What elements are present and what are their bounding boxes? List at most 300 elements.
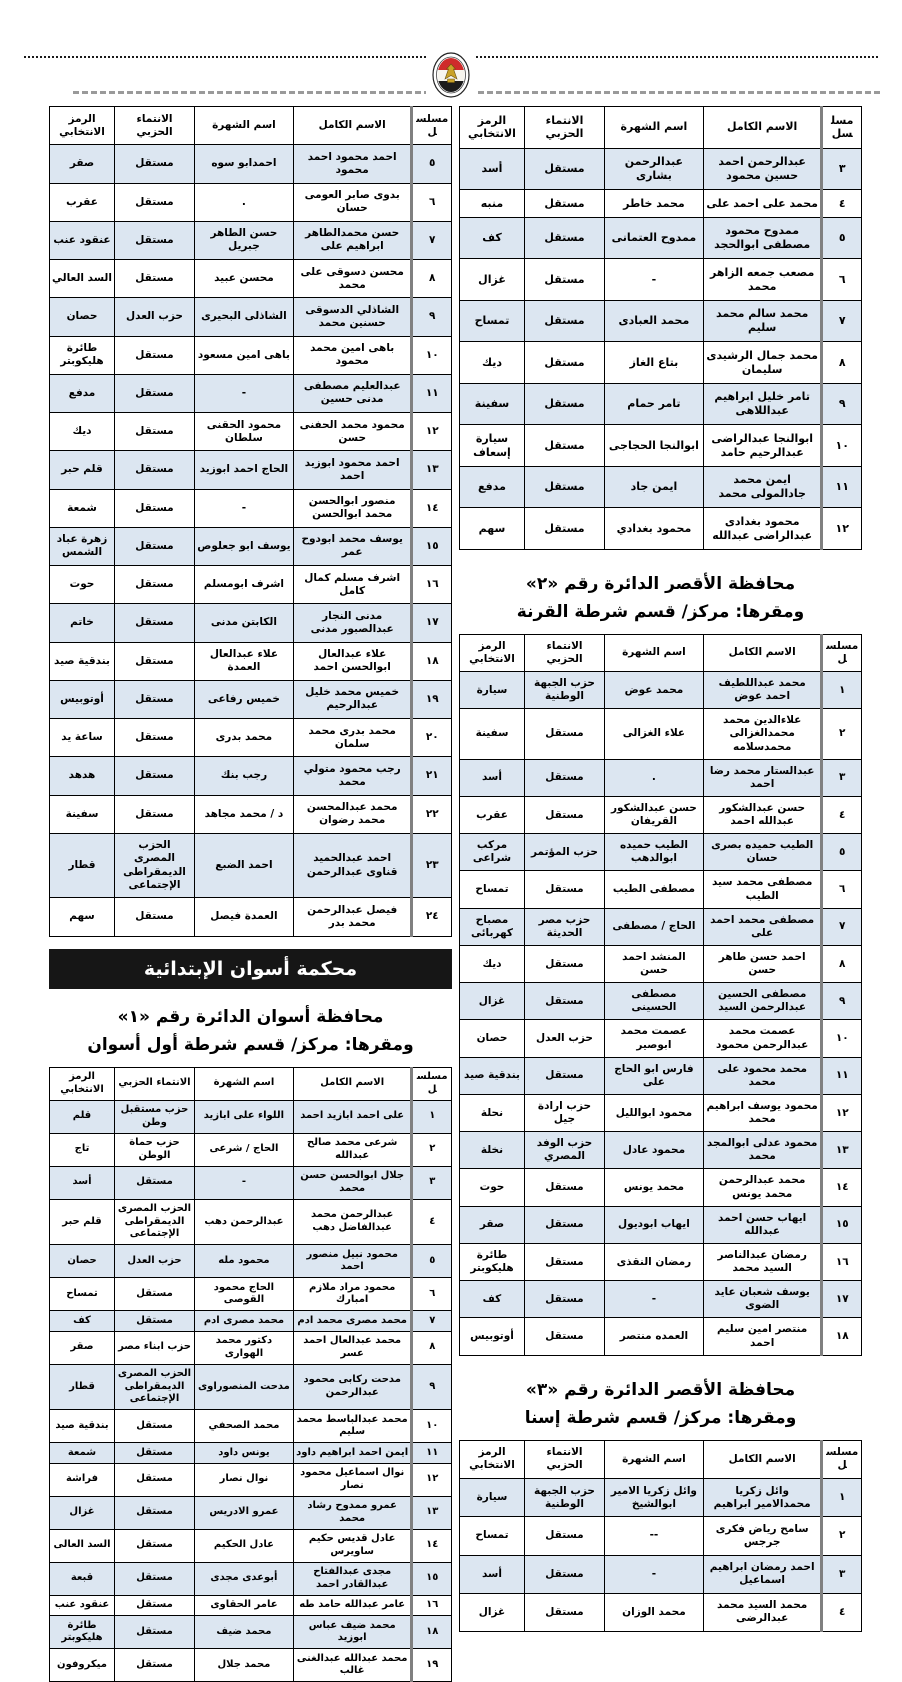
serial-cell: ٦ [412,1278,452,1311]
candidate-row [460,1057,862,1094]
full-name-cell: مدنى النجار عبدالصبور مدنى [293,604,412,642]
party-cell: مستقل [114,1595,194,1616]
symbol-cell: قبعة [50,1562,115,1595]
full-name-cell: عادل قديس حكيم ساويرس [293,1529,412,1562]
nickname-cell: الكابتن مدنى [195,604,294,642]
candidate-row [460,945,862,982]
full-name-cell: احمد عبدالحميد قناوى عبدالرحمن [293,833,412,898]
right-column [459,106,862,1632]
serial-cell: ١٢ [822,1094,862,1131]
party-cell: مستقل [524,945,604,982]
nickname-cell: محمد الصحفي [195,1410,294,1443]
full-name-cell: محمد مصرى محمد ادم [293,1311,412,1332]
party-cell: حزب العدل [114,298,194,336]
column-header: اسم الشهرة [605,634,704,671]
heading-line1: محافظة أسوان الدائرة رقم «١» [117,1006,384,1027]
full-name-cell: محمد عبداللطيف احمد عوض [703,672,822,709]
party-cell: مستقل [114,757,194,795]
left-column [49,106,452,1682]
serial-cell: ٢٢ [412,795,452,833]
party-cell: مستقل [114,566,194,604]
candidate-row [460,672,862,709]
nickname-cell: عبدالرحمن بشارى [605,148,704,190]
nickname-cell: عادل الحكيم [195,1529,294,1562]
symbol-cell: قلم حبر [50,1199,115,1245]
party-cell: مستقل [524,148,604,190]
candidate-row [460,259,862,301]
full-name-cell: اشرف مسلم كمال كامل [293,566,412,604]
nickname-cell: -- [605,1517,704,1555]
symbol-cell: تمساح [50,1278,115,1311]
party-cell: مستقل [114,1311,194,1332]
nickname-cell: مصطفى الطيب [605,871,704,908]
serial-cell: ٥ [412,1245,452,1278]
full-name-cell: سامح رياض فكرى جرجس [703,1517,822,1555]
party-cell: حزب حماة الوطن [114,1133,194,1166]
candidate-row [460,1555,862,1593]
symbol-cell: مدفع [50,374,115,412]
full-name-cell: يوسف شعبان عايد الضوى [703,1281,822,1318]
full-name-cell: عبدالستار محمد رضا احمد [703,759,822,796]
symbol-cell: صقر [50,1331,115,1364]
symbol-cell: سيارة [460,672,525,709]
full-name-cell: باهى امين محمد محمود [293,336,412,374]
full-name-cell: محمود بغدادى عبدالراضى عبدالله [703,508,822,550]
column-header: الانتماء الحزبي [524,107,604,149]
nickname-cell: - [195,374,294,412]
candidate-row [50,413,452,451]
nickname-cell: حسن عبدالشكور القريفان [605,796,704,833]
symbol-cell: غزال [460,1593,525,1631]
candidate-row [460,190,862,218]
full-name-cell: حسن عبدالشكور عبدالله احمد [703,796,822,833]
column-header: مسلسل [822,107,862,149]
symbol-cell: عقرب [50,183,115,221]
party-cell: حزب العدل [114,1245,194,1278]
party-cell: حزب المؤتمر [524,834,604,871]
full-name-cell: محمود عدلى ابوالمجد محمد [703,1132,822,1169]
nickname-cell: محمود بغدادي [605,508,704,550]
serial-cell: ١٠ [822,1020,862,1057]
nickname-cell: الشاذلى البحيرى [195,298,294,336]
full-name-cell: محمود يوسف ابراهيم محمد [703,1094,822,1131]
nickname-cell: اللواء على ابازيد [195,1100,294,1133]
serial-cell: ١٤ [412,1529,452,1562]
symbol-cell: ميكروفون [50,1649,115,1682]
symbol-cell: كف [50,1311,115,1332]
party-cell: مستقل [524,1169,604,1206]
nickname-cell: يوسف ابو جعلوص [195,527,294,565]
nickname-cell: العمده منتصر [605,1318,704,1355]
nickname-cell: محمود عادل [605,1132,704,1169]
nickname-cell: رجب بنك [195,757,294,795]
serial-cell: ٦ [412,183,452,221]
party-cell: حزب مستقبل وطن [114,1100,194,1133]
full-name-cell: محمد محمود على محمد [703,1057,822,1094]
serial-cell: ١٦ [412,1595,452,1616]
party-cell: مستقل [524,1281,604,1318]
column-header: مسلسل [822,1440,862,1478]
serial-cell: ٧ [412,221,452,259]
nickname-cell: . [195,183,294,221]
serial-cell: ٢٣ [412,833,452,898]
column-header: الرمز الانتخابي [50,1067,115,1100]
nickname-cell: الحاج محمود القوصى [195,1278,294,1311]
nickname-cell: . [605,759,704,796]
party-cell: حزب الجبهة الوطنية [524,1479,604,1517]
serial-cell: ١٣ [822,1132,862,1169]
candidate-row [50,1278,452,1311]
serial-cell: ١ [822,672,862,709]
symbol-cell: سفينة [460,383,525,425]
party-cell: حزب مصر الحديثة [524,908,604,945]
full-name-cell: وائل زكريا محمدالامير ابراهيم [703,1479,822,1517]
nickname-cell: حسن الطاهر جبريل [195,221,294,259]
column-header: الرمز الانتخابي [460,1440,525,1478]
column-header: اسم الشهرة [195,1067,294,1100]
full-name-cell: عصمت محمد عبدالرحمن محمود [703,1020,822,1057]
nickname-cell: دكتور محمد الهوارى [195,1331,294,1364]
party-cell: مستقل [114,260,194,298]
party-cell: مستقل [114,1562,194,1595]
full-name-cell: محمد جمال الرشيدى سليمان [703,342,822,384]
nickname-cell: احمد الضبع [195,833,294,898]
serial-cell: ١ [412,1100,452,1133]
full-name-cell: محمد ضيف عباس ابوزيد [293,1616,412,1649]
nickname-cell: محمد الوزان [605,1593,704,1631]
symbol-cell: سهم [460,508,525,550]
full-name-cell: منصور ابوالحسن محمد ابوالحسن [293,489,412,527]
candidate-row [50,757,452,795]
full-name-cell: علاءالدين محمد محمدالغزالى محمدسلامه [703,709,822,759]
serial-cell: ٤ [822,190,862,218]
full-name-cell: خميس محمد خليل عبدالرحيم [293,680,412,718]
symbol-cell: صقر [50,145,115,183]
candidate-row [460,1169,862,1206]
full-name-cell: الشاذلي الدسوقى حسنين محمد [293,298,412,336]
serial-cell: ٩ [412,298,452,336]
serial-cell: ٣ [822,759,862,796]
party-cell: حزب ابناء مصر [114,1331,194,1364]
symbol-cell: ديك [460,945,525,982]
serial-cell: ٣ [412,1166,452,1199]
nickname-cell: المنشد احمد حسن [605,945,704,982]
party-cell: مستقل [524,508,604,550]
candidate-row [460,1132,862,1169]
nickname-cell: محمد بدرى [195,719,294,757]
party-cell: مستقل [114,680,194,718]
party-cell: مستقل [524,217,604,259]
full-name-cell: مصطفى محمد احمد على [703,908,822,945]
luxor-district2-heading [459,570,862,626]
full-name-cell: رجب محمود متولي محمد [293,757,412,795]
candidate-row [460,217,862,259]
full-name-cell: مصطفى الحسين عبدالرحمن السيد [703,983,822,1020]
symbol-cell: شمعة [50,489,115,527]
page-top-dashed-rule [73,91,880,94]
full-name-cell: محمود نبيل منصور احمد [293,1245,412,1278]
nickname-cell: يونس داود [195,1443,294,1464]
serial-cell: ٧ [822,908,862,945]
symbol-cell: طائرة هليكوبتر [460,1243,525,1280]
luxor-district3-table [459,1440,862,1632]
symbol-cell: سفينة [460,709,525,759]
column-header: الرمز الانتخابي [460,107,525,149]
serial-cell: ٤ [822,796,862,833]
candidate-row [50,145,452,183]
party-cell: مستقل [114,336,194,374]
candidate-row [460,508,862,550]
party-cell: مستقل [524,1593,604,1631]
nickname-cell: ابوالنجا الحجاجى [605,425,704,467]
party-cell: مستقل [114,1278,194,1311]
full-name-cell: احمد حسن طاهر حسن [703,945,822,982]
aswan-district1-table [49,1067,452,1682]
serial-cell: ١٨ [412,1616,452,1649]
nickname-cell: محسن عبيد [195,260,294,298]
serial-cell: ٢٤ [412,898,452,936]
candidate-row [460,1318,862,1355]
serial-cell: ١٣ [412,1496,452,1529]
symbol-cell: حصان [50,1245,115,1278]
party-cell: مستقل [524,1555,604,1593]
candidate-row [50,1562,452,1595]
symbol-cell: السد العالى [50,1529,115,1562]
serial-cell: ٢١ [412,757,452,795]
party-cell: مستقل [114,719,194,757]
party-cell: مستقل [114,1443,194,1464]
party-cell: مستقل [114,374,194,412]
symbol-cell: عنقود عنب [50,221,115,259]
serial-cell: ١٠ [412,336,452,374]
symbol-cell: صقر [460,1206,525,1243]
symbol-cell: طائرة هليكوبتر [50,336,115,374]
candidate-row [460,148,862,190]
full-name-cell: محمد بدرى محمد سلمان [293,719,412,757]
nickname-cell: محمد العبادى [605,300,704,342]
party-cell: مستقل [114,1649,194,1682]
candidate-row [460,1020,862,1057]
symbol-cell: منبه [460,190,525,218]
serial-cell: ١٢ [412,1463,452,1496]
nickname-cell: محمد خاطر [605,190,704,218]
candidate-row [50,1245,452,1278]
symbol-cell: زهرة عباد الشمس [50,527,115,565]
symbol-cell: تمساح [460,300,525,342]
nickname-cell: خميس رفاعى [195,680,294,718]
candidate-row [50,566,452,604]
candidate-row [50,1529,452,1562]
column-header: اسم الشهرة [195,107,294,145]
candidate-row [50,833,452,898]
symbol-cell: طائرة هليكوبتر [50,1616,115,1649]
serial-cell: ٢٠ [412,719,452,757]
party-cell: مستقل [114,451,194,489]
full-name-cell: محمود مراد ملازم امبارك [293,1278,412,1311]
nickname-cell: علاء الغزالى [605,709,704,759]
full-name-cell: محمد سالم محمد سليم [703,300,822,342]
serial-cell: ٨ [412,1331,452,1364]
serial-cell: ١٨ [822,1318,862,1355]
candidate-row [50,298,452,336]
candidate-row [50,336,452,374]
symbol-cell: كف [460,1281,525,1318]
symbol-cell: ديك [460,342,525,384]
full-name-cell: نوال اسماعيل محمود نصار [293,1463,412,1496]
serial-cell: ١٠ [412,1410,452,1443]
symbol-cell: حوت [460,1169,525,1206]
nickname-cell: وائل زكريا الامير ابوالشيخ [605,1479,704,1517]
heading-line2: ومقرها: مركز/ قسم شرطة إسنا [524,1407,797,1428]
serial-cell: ٨ [412,260,452,298]
nickname-cell: علاء عبدالعال العمدة [195,642,294,680]
candidate-row [50,1199,452,1245]
candidate-row [50,1616,452,1649]
column-header: مسلسل [412,1067,452,1100]
serial-cell: ١٩ [412,680,452,718]
candidate-row [460,1243,862,1280]
nickname-cell: الحاج احمد ابوزيد [195,451,294,489]
serial-cell: ١١ [412,1443,452,1464]
serial-cell: ١٦ [412,566,452,604]
nickname-cell: محمد مصرى ادم [195,1311,294,1332]
party-cell: مستقل [524,1517,604,1555]
full-name-cell: مصعب جمعه الزاهر محمد [703,259,822,301]
full-name-cell: احمد رمضان ابراهيم اسماعيل [703,1555,822,1593]
candidate-row [460,759,862,796]
party-cell: حزب الوفد المصري [524,1132,604,1169]
full-name-cell: محمد عبدالرحمن محمد يونس [703,1169,822,1206]
serial-cell: ٨ [822,945,862,982]
party-cell: مستقل [114,1463,194,1496]
serial-cell: ٢ [412,1133,452,1166]
serial-cell: ١١ [822,1057,862,1094]
aswan-district1-heading [49,1003,452,1059]
serial-cell: ١٢ [412,413,452,451]
symbol-cell: مصباح كهربائى [460,908,525,945]
symbol-cell: سيارة [460,1479,525,1517]
party-cell: مستقل [524,1318,604,1355]
party-cell: مستقل [114,413,194,451]
nickname-cell: مصطفى الحسينى [605,983,704,1020]
serial-cell: ١ [822,1479,862,1517]
serial-cell: ٦ [822,871,862,908]
serial-cell: ١٧ [822,1281,862,1318]
header-row [460,1440,862,1478]
nickname-cell: بتاع الغاز [605,342,704,384]
party-cell: مستقل [524,342,604,384]
party-cell: مستقل [524,259,604,301]
candidate-row [460,908,862,945]
symbol-cell: تمساح [460,1517,525,1555]
full-name-cell: مجدى عبدالفتاح عبدالقادر احمد [293,1562,412,1595]
party-cell: مستقل [114,604,194,642]
continued-candidates-table [49,106,452,937]
full-name-cell: ايهاب حسن احمد عبدالله [703,1206,822,1243]
candidate-row [50,1331,452,1364]
symbol-cell: أوتوبيس [50,680,115,718]
heading-line2: ومقرها: مركز/ قسم شرطة القرنة [516,601,805,622]
serial-cell: ٦ [822,259,862,301]
candidate-row [50,1364,452,1410]
heading-line1: محافظة الأقصر الدائرة رقم «٣» [525,1379,796,1400]
symbol-cell: كف [460,217,525,259]
full-name-cell: فيصل عبدالرحمن محمد بدر [293,898,412,936]
serial-cell: ٨ [822,342,862,384]
party-cell: مستقل [114,1166,194,1199]
full-name-cell: ممدوح محمود مصطفى ابوالحجد [703,217,822,259]
full-name-cell: علاء عبدالعال ابوالحسن احمد [293,642,412,680]
candidate-row [50,1133,452,1166]
nickname-cell: عامر الحقاوى [195,1595,294,1616]
symbol-cell: مركب شراعى [460,834,525,871]
nickname-cell: د / محمد مجاهد [195,795,294,833]
nickname-cell: عمرو الادريس [195,1496,294,1529]
column-header: الرمز الانتخابي [50,107,115,145]
full-name-cell: بدوى صابر العومى حسان [293,183,412,221]
full-name-cell: محمد عبدالعال احمد عسر [293,1331,412,1364]
candidate-row [50,374,452,412]
column-header: الرمز الانتخابي [460,634,525,671]
page-content [42,106,862,1682]
symbol-cell: عقرب [460,796,525,833]
nickname-cell: الحاج / مصطفى [605,908,704,945]
full-name-cell: عمرو ممدوح رشاد محمد [293,1496,412,1529]
serial-cell: ٢ [822,1517,862,1555]
candidate-row [460,796,862,833]
nickname-cell: احمدابو سوه [195,145,294,183]
symbol-cell: حصان [50,298,115,336]
nickname-cell: اشرف ابومسلم [195,566,294,604]
party-cell: مستقل [114,183,194,221]
serial-cell: ١٥ [822,1206,862,1243]
column-header: مسلسل [412,107,452,145]
candidate-row [50,221,452,259]
serial-cell: ٥ [822,217,862,259]
serial-cell: ١٢ [822,508,862,550]
symbol-cell: غزال [50,1496,115,1529]
candidate-row [50,527,452,565]
serial-cell: ١٠ [822,425,862,467]
column-header: اسم الشهرة [605,1440,704,1478]
party-cell: حزب الجبهة الوطنية [524,672,604,709]
luxor-district2-table [459,634,862,1356]
symbol-cell: قطار [50,1364,115,1410]
candidate-row [460,871,862,908]
candidate-row [50,1463,452,1496]
full-name-cell: عامر عبدالله حامد طه [293,1595,412,1616]
party-cell: مستقل [524,709,604,759]
full-name-cell: عبدالعليم مصطفى مدنى حسين [293,374,412,412]
aswan-court-banner: محكمة أسوان الإبتدائية [49,949,452,989]
symbol-cell: تمساح [460,871,525,908]
symbol-cell: سفينة [50,795,115,833]
party-cell: حزب ارادة جيل [524,1094,604,1131]
candidate-row [50,1649,452,1682]
symbol-cell: أسد [50,1166,115,1199]
column-header: الاسم الكامل [703,634,822,671]
party-cell: مستقل [524,425,604,467]
candidate-row [50,1311,452,1332]
candidate-row [50,489,452,527]
symbol-cell: نخلة [460,1132,525,1169]
party-cell: مستقل [114,1529,194,1562]
party-cell: مستقل [524,1243,604,1280]
luxor-district1-continued-table [459,106,862,550]
nickname-cell: باهى امين مسعود [195,336,294,374]
nickname-cell: - [605,1555,704,1593]
serial-cell: ٧ [412,1311,452,1332]
